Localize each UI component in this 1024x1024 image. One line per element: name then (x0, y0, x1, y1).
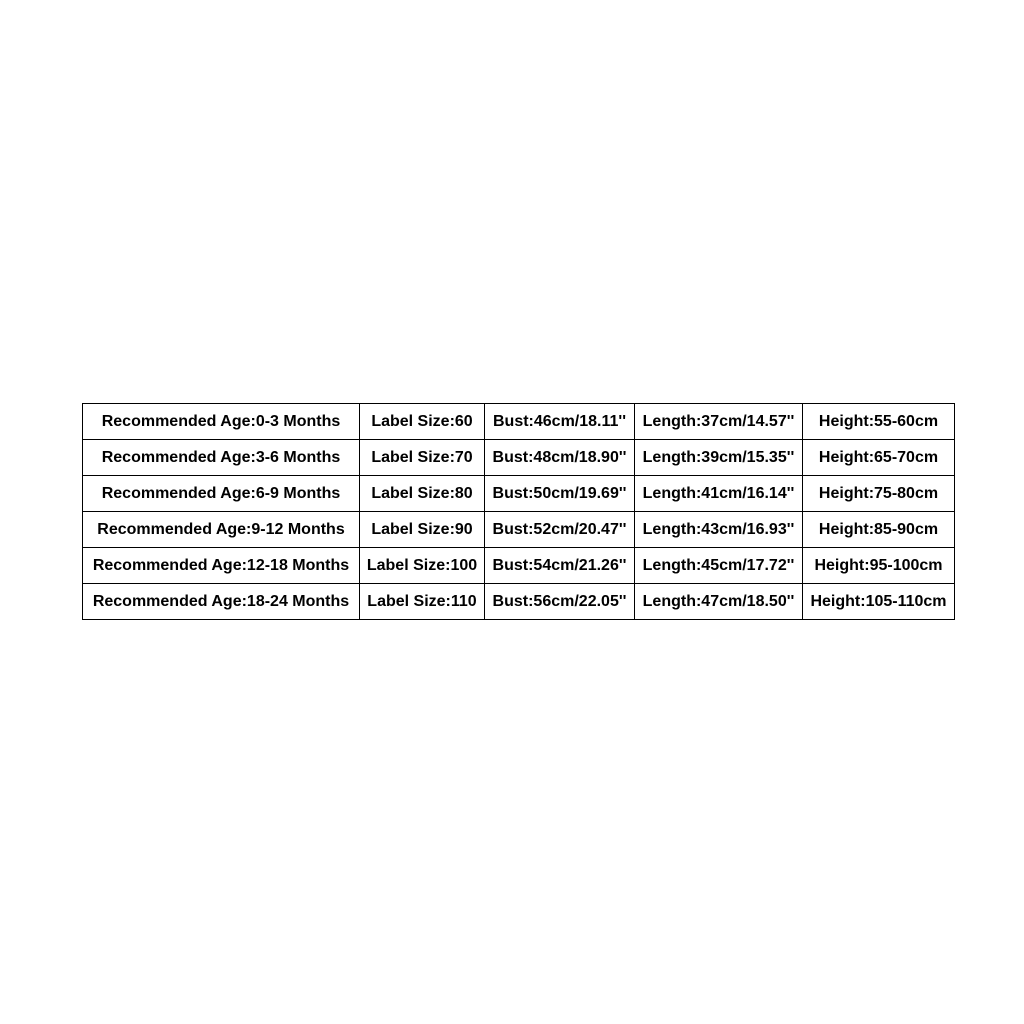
recommended-age-cell: Recommended Age:3-6 Months (83, 440, 360, 476)
bust-cell: Bust:52cm/20.47'' (485, 512, 635, 548)
length-cell: Length:47cm/18.50'' (635, 584, 803, 620)
bust-cell: Bust:46cm/18.11'' (485, 404, 635, 440)
label-size-cell: Label Size:90 (360, 512, 485, 548)
length-cell: Length:43cm/16.93'' (635, 512, 803, 548)
height-cell: Height:85-90cm (803, 512, 955, 548)
table-row (83, 440, 955, 476)
table-row (83, 584, 955, 620)
length-cell: Length:45cm/17.72'' (635, 548, 803, 584)
length-cell: Length:39cm/15.35'' (635, 440, 803, 476)
height-cell: Height:55-60cm (803, 404, 955, 440)
bust-cell: Bust:54cm/21.26'' (485, 548, 635, 584)
length-cell: Length:37cm/14.57'' (635, 404, 803, 440)
bust-cell: Bust:50cm/19.69'' (485, 476, 635, 512)
size-chart-table (82, 403, 955, 620)
recommended-age-cell: Recommended Age:18-24 Months (83, 584, 360, 620)
height-cell: Height:75-80cm (803, 476, 955, 512)
length-cell: Length:41cm/16.14'' (635, 476, 803, 512)
table-row (83, 476, 955, 512)
label-size-cell: Label Size:110 (360, 584, 485, 620)
bust-cell: Bust:56cm/22.05'' (485, 584, 635, 620)
table-row (83, 512, 955, 548)
label-size-cell: Label Size:60 (360, 404, 485, 440)
height-cell: Height:95-100cm (803, 548, 955, 584)
recommended-age-cell: Recommended Age:6-9 Months (83, 476, 360, 512)
recommended-age-cell: Recommended Age:0-3 Months (83, 404, 360, 440)
table-row (83, 548, 955, 584)
height-cell: Height:105-110cm (803, 584, 955, 620)
bust-cell: Bust:48cm/18.90'' (485, 440, 635, 476)
recommended-age-cell: Recommended Age:12-18 Months (83, 548, 360, 584)
height-cell: Height:65-70cm (803, 440, 955, 476)
label-size-cell: Label Size:70 (360, 440, 485, 476)
table-row (83, 404, 955, 440)
label-size-cell: Label Size:80 (360, 476, 485, 512)
recommended-age-cell: Recommended Age:9-12 Months (83, 512, 360, 548)
label-size-cell: Label Size:100 (360, 548, 485, 584)
